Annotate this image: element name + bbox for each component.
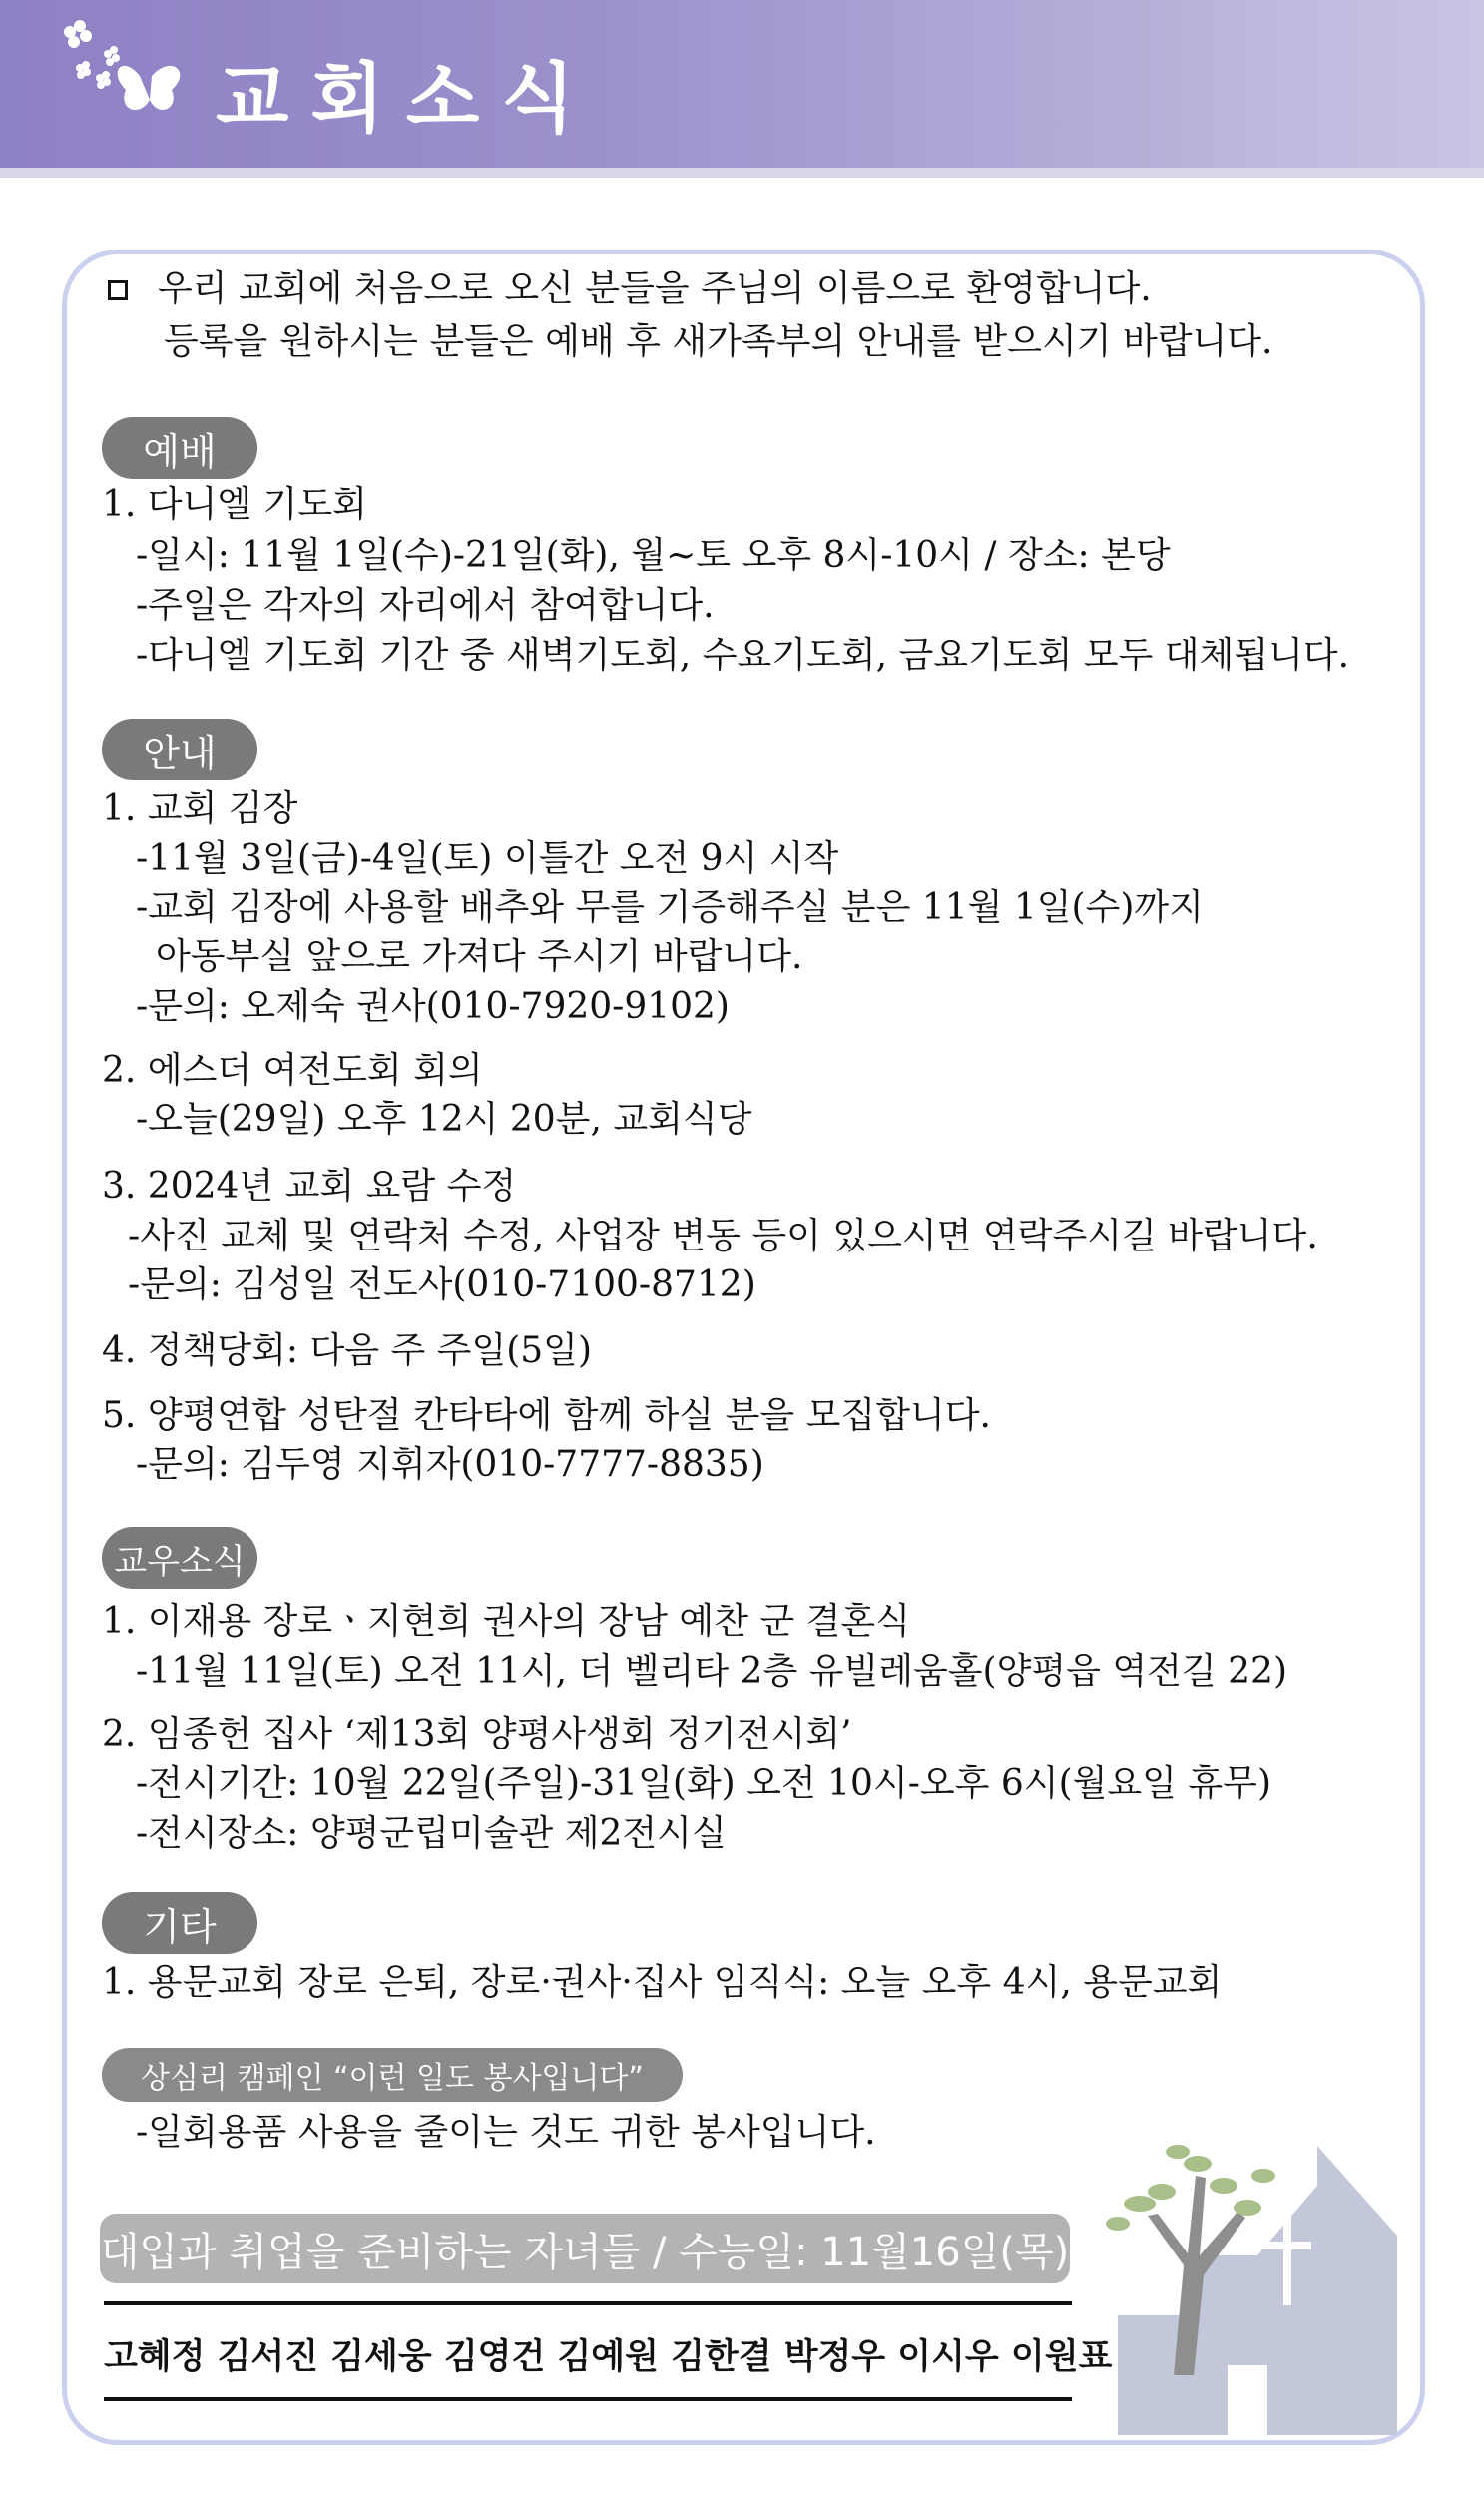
members-line: 2. 임종헌 집사 ‘제13회 양평사생회 정기전시회’ xyxy=(102,1714,852,1754)
notice-line: -오늘(29일) 오후 12시 20분, 교회식당 xyxy=(136,1099,752,1140)
checkbox-bullet-icon xyxy=(108,280,128,300)
page-title: 교회소식 xyxy=(216,54,597,143)
etc-line: 1. 용문교회 장로 은퇴, 장로·권사·집사 임직식: 오늘 오후 4시, 용문교회 xyxy=(102,1962,1223,2003)
notice-line: 1. 교회 김장 xyxy=(102,788,298,829)
members-line: -11월 11일(토) 오전 11시, 더 벨리타 2층 유빌레움홀(양평읍 역전길 22) xyxy=(136,1651,1287,1692)
worship-line: -일시: 11월 1일(수)-21일(화), 월~토 오후 8시-10시 / 장소: 본당 xyxy=(136,535,1171,576)
divider-bottom xyxy=(104,2397,1072,2401)
section-label-notice: 안내 xyxy=(102,719,257,780)
section-label-etc: 기타 xyxy=(102,1892,257,1954)
notice-line: 아동부실 앞으로 가져다 주시기 바랍니다. xyxy=(156,936,803,977)
student-names: 고혜정 김서진 김세웅 김영건 김예원 김한결 박정우 이시우 이원표 xyxy=(104,2337,1113,2377)
worship-line: -주일은 각자의 자리에서 참여합니다. xyxy=(136,585,715,626)
notice-line: -교회 김장에 사용할 배추와 무를 기증해주실 분은 11월 1일(수)까지 xyxy=(136,887,1204,928)
notice-line: -문의: 오제숙 권사(010-7920-9102) xyxy=(136,986,730,1027)
notice-line: 5. 양평연합 성탄절 칸타타에 함께 하실 분을 모집합니다. xyxy=(102,1395,991,1436)
notice-line: -문의: 김성일 전도사(010-7100-8712) xyxy=(128,1264,756,1305)
exam-banner: 대입과 취업을 준비하는 자녀들 / 수능일: 11월16일(목) xyxy=(100,2214,1070,2283)
campaign-line: -일회용품 사용을 줄이는 것도 귀한 봉사입니다. xyxy=(136,2112,876,2153)
notice-line: 2. 에스더 여전도회 회의 xyxy=(102,1050,483,1091)
church-tree-illustration xyxy=(1078,2116,1457,2445)
section-label-members: 교우소식 xyxy=(102,1527,257,1589)
worship-line: -다니엘 기도회 기간 중 새벽기도회, 수요기도회, 금요기도회 모두 대체됩니다. xyxy=(136,635,1350,676)
campaign-label: 상심리 캠페인 “이런 일도 봉사입니다” xyxy=(102,2048,683,2102)
butterfly-flower-icon xyxy=(60,18,210,138)
notice-line: 3. 2024년 교회 요람 수정 xyxy=(102,1166,517,1207)
intro-line-2: 등록을 원하시는 분들은 예배 후 새가족부의 안내를 받으시기 바랍니다. xyxy=(164,321,1273,362)
notice-line: -사진 교체 및 연락처 수정, 사업장 변동 등이 있으시면 연락주시길 바랍니다. xyxy=(128,1216,1318,1256)
notice-line: -문의: 김두영 지휘자(010-7777-8835) xyxy=(136,1444,764,1485)
notice-line: -11월 3일(금)-4일(토) 이틀간 오전 9시 시작 xyxy=(136,838,839,879)
notice-line: 4. 정책당회: 다음 주 주일(5일) xyxy=(102,1330,593,1371)
worship-line: 1. 다니엘 기도회 xyxy=(102,484,367,525)
members-line: 1. 이재용 장로ㆍ지현희 권사의 장남 예찬 군 결혼식 xyxy=(102,1601,910,1642)
intro-line-1: 우리 교회에 처음으로 오신 분들을 주님의 이름으로 환영합니다. xyxy=(158,268,1152,309)
section-label-worship: 예배 xyxy=(102,417,257,479)
members-line: -전시장소: 양평군립미술관 제2전시실 xyxy=(136,1813,727,1854)
page-header xyxy=(0,0,1484,168)
divider-top xyxy=(104,2301,1072,2305)
members-line: -전시기간: 10월 22일(주일)-31일(화) 오전 10시-오후 6시(월요일 휴무) xyxy=(136,1763,1271,1804)
header-divider xyxy=(0,168,1484,178)
